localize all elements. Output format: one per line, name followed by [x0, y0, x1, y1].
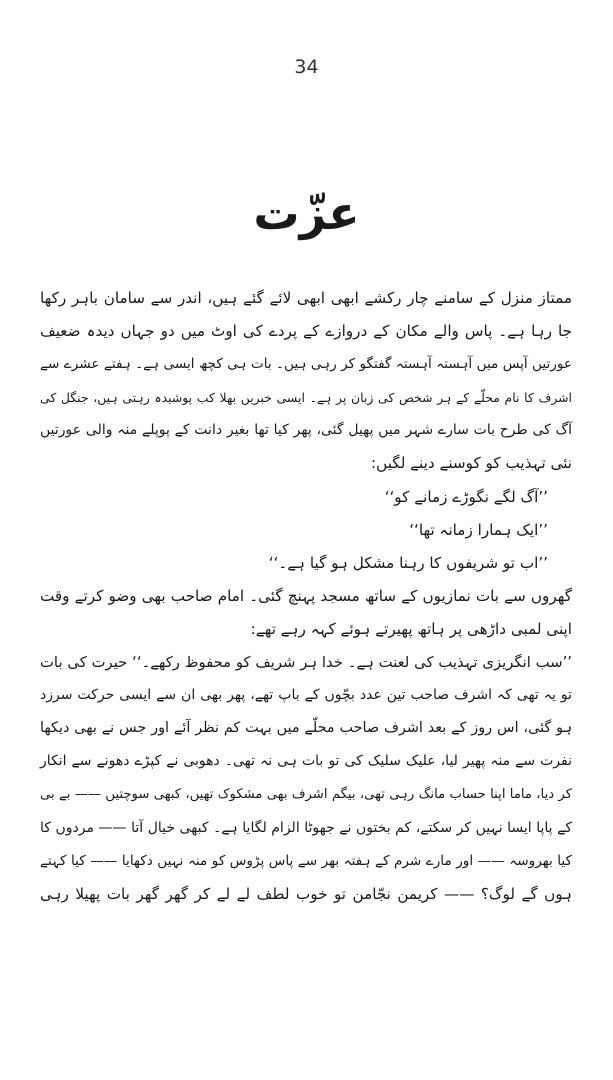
text-line: کے پاپا ایسا نہیں کر سکتے، کم بختوں نے جھوٹا الزام لگایا ہے۔ کبھی خیال آتا —— مردوں کا — [40, 819, 572, 836]
text-line: ’’سب انگریزی تہذیب کی لعنت ہے۔ خدا ہر شریف کو محفوظ رکھے۔‘‘ حیرت کی بات — [40, 654, 572, 672]
text-line: جا رہا ہے۔ پاس والے مکان کے دروازے کے پردے کی اوٹ میں دو جہاں دیدہ ضعیف — [40, 322, 572, 341]
quote-line: ’’اب تو شریفوں کا رہنا مشکل ہو گیا ہے۔‘‘ — [268, 553, 548, 572]
chapter-title: عزّت — [253, 186, 360, 240]
text-line: نفرت سے منہ پھیر لیا، علیک سلیک کی تو بات ہی نہ تھی۔ دھوبی نے کپڑے دھونے سے انکار — [40, 753, 572, 770]
text-line: کیا بھروسہ —— اور مارے شرم کے ہفتہ بھر سے پاس پڑوس کو منہ نہیں دکھایا —— کیا کہتے — [40, 852, 572, 869]
body-text — [40, 282, 572, 911]
text-line: گھروں سے بات نمازیوں کے ساتھ مسجد پہنچ گئی۔ امام صاحب بھی وضو کرتے وقت — [40, 586, 572, 605]
text-line: ہوں گے لوگ؟ —— کریمن نجّامن تو خوب لطف لے لے کر گھر گھر بات پھیلا رہی — [40, 884, 572, 903]
quote-line: ’’آگ لگے نگوڑے زمانے کو‘‘ — [384, 487, 548, 506]
text-line: عورتیں آپس میں آہستہ آہستہ گفتگو کر رہی ہیں۔ بات ہی کچھ ایسی ہے۔ ہفتے عشرے سے — [40, 356, 572, 373]
text-line: اشرف کا نام محلّے کے ہر شخص کی زبان پر ہے۔ ایسی خبریں بھلا کب پوشیدہ رہتی ہیں، جنگل کی — [40, 390, 572, 406]
text-line: آگ کی طرح بات سارے شہر میں پھیل گئی، پھر کیا تھا بغیر دانت کے پوپلے منہ والی عورتیں — [40, 422, 572, 439]
quote-line: ’’ایک ہمارا زمانہ تھا‘‘ — [409, 520, 548, 539]
page-number: 34 — [294, 56, 319, 78]
text-line: کر دیا، ماما اپنا حساب مانگ رہی تھی، بیگم اشرف بھی مشکوک تھیں، کبھی سوچتیں —— بے بی — [40, 787, 572, 803]
text-line: تو یہ تھی کہ اشرف صاحب تین عدد بچّوں کے باپ تھے، پھر بھی ان سے ایسی حرکت سرزد — [40, 687, 572, 704]
text-line: نئی تہذیب کو کوسنے دینے لگیں: — [371, 454, 572, 473]
text-line: ہو گئی، اس روز کے بعد اشرف صاحب محلّے میں بہت کم نظر آئے اور جس نے بھی دیکھا — [40, 720, 572, 737]
text-line: اپنی لمبی داڑھی پر ہاتھ پھیرتے ہوئے کہہ رہے تھے: — [250, 619, 572, 638]
text-line: ممتاز منزل کے سامنے چار رکشے ابھی ابھی لائے گئے ہیں، اندر سے سامان باہر رکھا — [40, 289, 572, 307]
